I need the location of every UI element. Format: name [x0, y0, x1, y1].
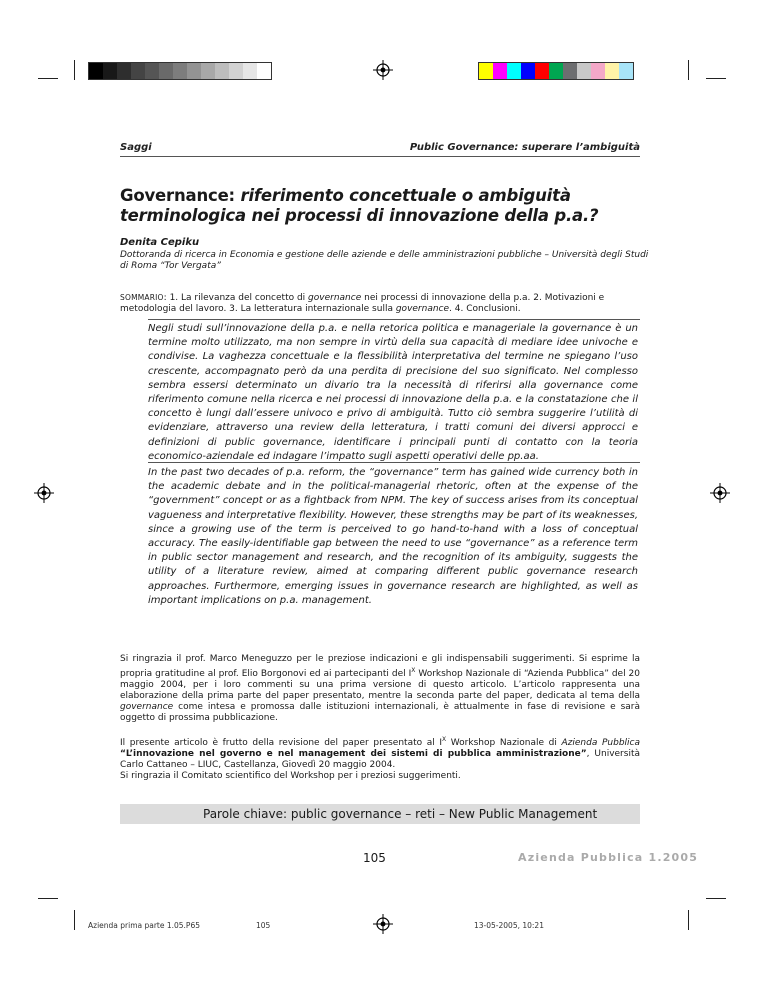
grayscale-calibration-bar: [88, 62, 272, 80]
note-term: Azienda Pubblica: [561, 738, 641, 748]
registration-target-icon: [710, 483, 730, 503]
note-superscript: X: [442, 736, 447, 743]
summary-text: : 1. La rilevanza del concetto di: [163, 293, 309, 303]
keywords: Parole chiave: public governance – reti – New Public Management: [203, 807, 598, 821]
abstract-rule: [148, 462, 640, 463]
note-text: come intesa e promossa dalle istituzioni internazionali, è attualmente in fase di revisione e sarà oggetto di prossima pubblicazione.: [120, 702, 640, 723]
color-swatch: [507, 63, 521, 79]
header-rule: [120, 156, 640, 157]
crop-mark: [706, 78, 726, 79]
keywords-band: [120, 804, 640, 824]
abstract-english: In the past two decades of p.a. reform, the “governance” term has gained wide currency both in the academic debate and in the political-managerial rhetoric, often at the expense of the “government” concept or as a fightback from NPM. The key of success arises from its conceptual vagueness and interpretative flexibility. However, these strengths may be part of its weaknesses, since a growing use of the term is perceived to go hand-to-hand with a loss of conceptual accuracy. The easily-identifiable gap between the need to use “governance” as a reference term in public sector management and research, and the recognition of its ambiguity, suggests the utility of a literature review, aimed at comparing different public governance research approaches. Furthermore, emerging issues in governance research are highlighted, as well as important implications on p.a. management.: [148, 467, 638, 606]
color-swatch: [619, 63, 633, 79]
color-swatch: [201, 63, 215, 79]
crop-mark: [74, 60, 75, 80]
color-swatch: [591, 63, 605, 79]
registration-target-icon: [373, 914, 393, 934]
running-title-part1: Public Governance:: [409, 142, 519, 153]
journal-name: Azienda Pubblica 1.2005: [518, 851, 699, 864]
color-swatch: [549, 63, 563, 79]
crop-mark: [74, 910, 75, 930]
note-text: Workshop Nazionale di “Azienda Pubblica” del 20 maggio 2004, per i loro commenti su una prima versione di questo articolo. L’articolo rappresenta una elaborazione della prima parte del paper presentato, mentre la seconda parte del paper, dedicata al tema della: [120, 669, 640, 701]
summary-text: nei processi di innovazione della p.a. 2. Motivazioni e metodologia del lavoro. 3. La letteratura internazionale sulla: [120, 293, 605, 314]
color-swatch: [159, 63, 173, 79]
color-calibration-bar: [478, 62, 634, 80]
note-term: governance: [120, 702, 174, 712]
color-swatch: [131, 63, 145, 79]
color-swatch: [563, 63, 577, 79]
color-swatch: [521, 63, 535, 79]
registration-target-icon: [373, 60, 393, 80]
section-label: Saggi: [120, 142, 152, 153]
slug-page: 105: [256, 921, 271, 930]
author-name: Denita Cepiku: [120, 237, 200, 248]
acknowledgements: [120, 654, 640, 792]
note-text: Workshop Nazionale di: [446, 738, 562, 748]
article-title: [120, 186, 640, 226]
crop-mark: [38, 78, 58, 79]
registration-target-icon: [34, 483, 54, 503]
abstract-rule: [148, 319, 640, 320]
acknowledgement-paragraph: [120, 654, 640, 724]
color-swatch: [103, 63, 117, 79]
color-swatch: [257, 63, 271, 79]
note-text: Il presente articolo è frutto della revisione del paper presentato al I: [120, 738, 443, 748]
note-bold-title: “L’innovazione nel governo e nel management dei sistemi di pubblica amministrazione”: [120, 749, 587, 759]
summary-term: governance: [308, 293, 362, 303]
note-text: Si ringrazia il prof. Marco Meneguzzo per le preziose indicazioni e gli indispensabili suggerimenti. Si esprime la propria gratitudine al prof. Elio Borgonovi ed ai partecipanti del I: [120, 654, 640, 679]
acknowledgement-paragraph: [120, 734, 640, 771]
author-affiliation: Dottoranda di ricerca in Economia e gestione delle aziende e delle amministrazioni pubbliche – Università degli Studi di Roma “Tor Vergata”: [120, 250, 649, 271]
title-plain: Governance:: [120, 186, 241, 205]
color-swatch: [577, 63, 591, 79]
color-swatch: [243, 63, 257, 79]
note-superscript: X: [411, 667, 416, 674]
crop-mark: [38, 898, 58, 899]
color-swatch: [229, 63, 243, 79]
color-swatch: [117, 63, 131, 79]
page-number: 105: [363, 851, 386, 865]
summary: [120, 292, 640, 315]
color-swatch: [493, 63, 507, 79]
running-title: [410, 142, 640, 153]
acknowledgement-paragraph: Si ringrazia il Comitato scientifico del Workshop per i preziosi suggerimenti.: [120, 771, 461, 781]
color-swatch: [215, 63, 229, 79]
slug-file: Azienda prima parte 1.05.P65: [88, 921, 201, 930]
color-swatch: [145, 63, 159, 79]
slug-date: 13-05-2005, 10:21: [474, 921, 544, 930]
color-swatch: [605, 63, 619, 79]
color-swatch: [187, 63, 201, 79]
summary-text: . 4. Conclusioni.: [449, 304, 521, 314]
summary-label: SOMMARIO: [120, 293, 164, 302]
running-title-part2: superare l’ambiguità: [518, 142, 640, 153]
color-swatch: [535, 63, 549, 79]
summary-term: governance: [395, 304, 450, 314]
color-swatch: [173, 63, 187, 79]
note-text: , Università Carlo Cattaneo – LIUC, Castellanza, Giovedì 20 maggio 2004.: [120, 749, 640, 770]
crop-mark: [688, 60, 689, 80]
title-italic: riferimento concettuale o ambiguità terminologica nei processi di innovazione della p.a.?: [120, 186, 599, 225]
color-swatch: [479, 63, 493, 79]
color-swatch: [89, 63, 103, 79]
crop-mark: [688, 910, 689, 930]
crop-mark: [706, 898, 726, 899]
abstract-italian: Negli studi sull’innovazione della p.a. e nella retorica politica e manageriale la governance è un termine molto utilizzato, ma non sempre in virtù della sua capacità di mediare idee univoche e condivise. La vaghezza concettuale e la flessibilità interpretativa del termine ne spiegano l’uso crescente, accompagnato però da una perdita di precisione del suo significato. Nel complesso sembra essersi determinato un divario tra la necessità di riferirsi alla governance come riferimento comune nella ricerca e nei processi di innovazione della p.a. e la constatazione che il concetto è lungi dall’essere univoco e privo di ambiguità. Tutto ciò sembra suggerire l’utilità di evidenziare, attraverso una review della letteratura, i tratti comuni dei diversi approcci e definizioni di public governance, identificare i principali punti di contatto con la teoria economico-aziendale ed indagare l’impatto sugli aspetti operativi delle pp.aa.: [148, 323, 638, 462]
